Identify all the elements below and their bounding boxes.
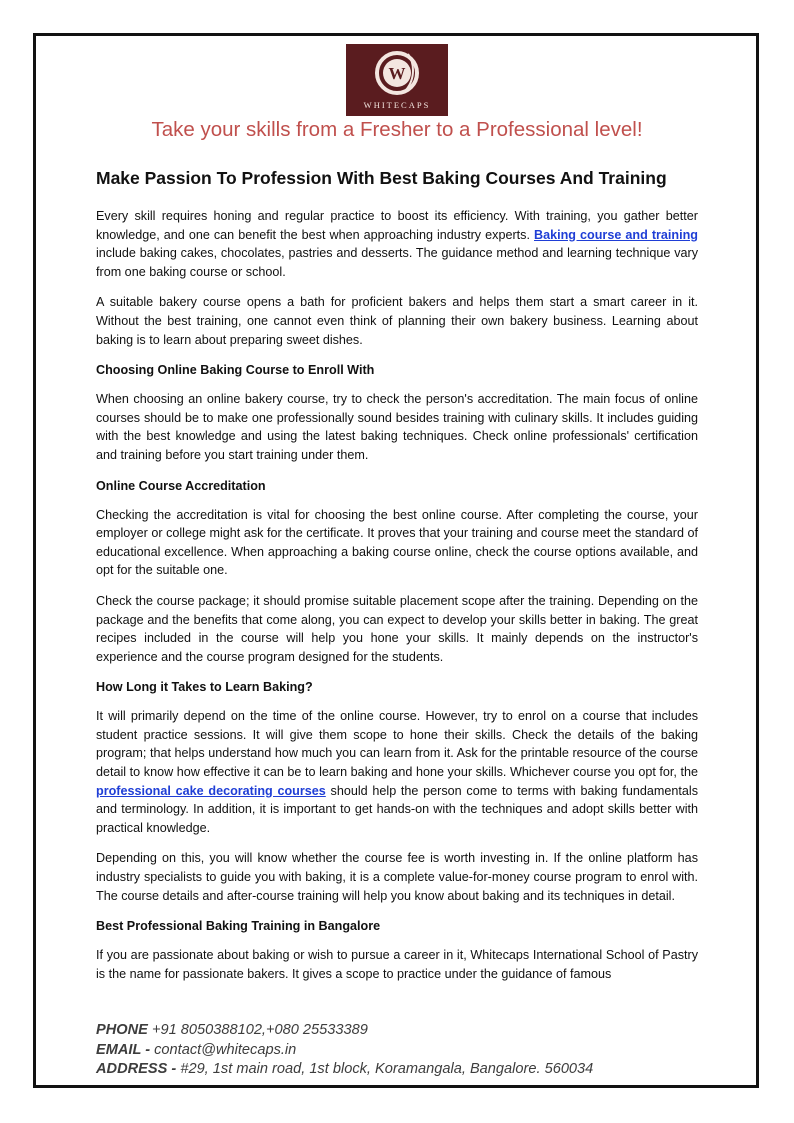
baking-course-link[interactable]: Baking course and training — [534, 227, 698, 242]
paragraph: When choosing an online bakery course, try to check the person's accreditation. The main focus of online courses should be to make one professionally sound besides training with culinary skills. It includes guiding with the best knowledge and using the latest baking techniques. Check online professionals' certification and training before you start training under them. — [96, 392, 698, 462]
paragraph: Depending on this, you will know whether the course fee is worth investing in. If the online platform has industry specialists to guide you with baking, it is a complete value-for-money course program to enrol with. The course details and after-course training will help you know about baking and its techniques in detail. — [96, 851, 698, 903]
whitecaps-logo — [346, 44, 448, 116]
article-body — [96, 207, 698, 1003]
paragraph: Check the course package; it should promise suitable placement scope after the training. Depending on the package and the benefits that come along, you can expect to develop your skills better in baking. The great recipes included in the course will help you hone your skills. It mainly depends on the instructor's experience and the course program designed for the students. — [96, 593, 698, 664]
page-title: Make Passion To Profession With Best Baking Courses And Training — [96, 168, 667, 188]
tagline: Take your skills from a Fresher to a Professional level! — [151, 118, 643, 141]
phone-line: PHONE +91 8050388102,+080 25533389 — [96, 1022, 368, 1038]
paragraph: A suitable bakery course opens a bath for proficient bakers and helps them start a smart career in it. Without the best training, one cannot even think of planning their own bakery business. Learning about baking is to learn about preparing sweet dishes. — [96, 295, 698, 347]
email-line: EMAIL - contact@whitecaps.in — [96, 1041, 297, 1058]
whitecaps-monogram-icon — [370, 48, 424, 98]
section-heading-choosing: Choosing Online Baking Course to Enroll With — [96, 363, 375, 378]
paragraph: It will primarily depend on the time of the online course. However, try to enrol on a course that includes student practice sessions. It will give them scope to hone their skills. Check the details of the baking program; that helps understand how much you can learn from it. Ask for the printable resource of the course detail to know how effective it can be to learn baking and hone your skills. Whichever course you opt for, the professional cake decorating courses should help the person come to terms with baking fundamentals and terminology. In addition, it is important to get hands-on with the techniques and adopt skills better with practical knowledge. — [96, 709, 698, 835]
logo-wordmark: WHITECAPS — [363, 100, 431, 110]
address-line: ADDRESS - #29, 1st main road, 1st block, Koramangala, Bangalore. 560034 — [96, 1061, 594, 1077]
svg-text:W: W — [388, 64, 406, 83]
section-heading-bangalore: Best Professional Baking Training in Bangalore — [96, 919, 381, 934]
contact-footer — [96, 1021, 716, 1080]
cake-decorating-link[interactable]: professional cake decorating courses — [96, 783, 326, 798]
section-heading-how-long: How Long it Takes to Learn Baking? — [96, 680, 313, 695]
paragraph: If you are passionate about baking or wish to pursue a career in it, Whitecaps International School of Pastry is the name for passionate bakers. It gives a scope to practice under the guidance of famous — [96, 948, 698, 981]
paragraph-intro: Every skill requires honing and regular practice to boost its efficiency. With training, you gather better knowledge, and one can benefit the best when approaching industry experts. Baking course and training include baking cakes, chocolates, pastries and desserts. The guidance method and learning technique vary from one baking course or school. — [96, 209, 698, 279]
section-heading-accreditation: Online Course Accreditation — [96, 478, 266, 493]
paragraph: Checking the accreditation is vital for choosing the best online course. After completing the course, your employer or college might ask for the certificate. It proves that your training and course meet the standard of educational excellence. When approaching a baking course online, check the course options available, and opt for the suitable one. — [96, 507, 698, 578]
